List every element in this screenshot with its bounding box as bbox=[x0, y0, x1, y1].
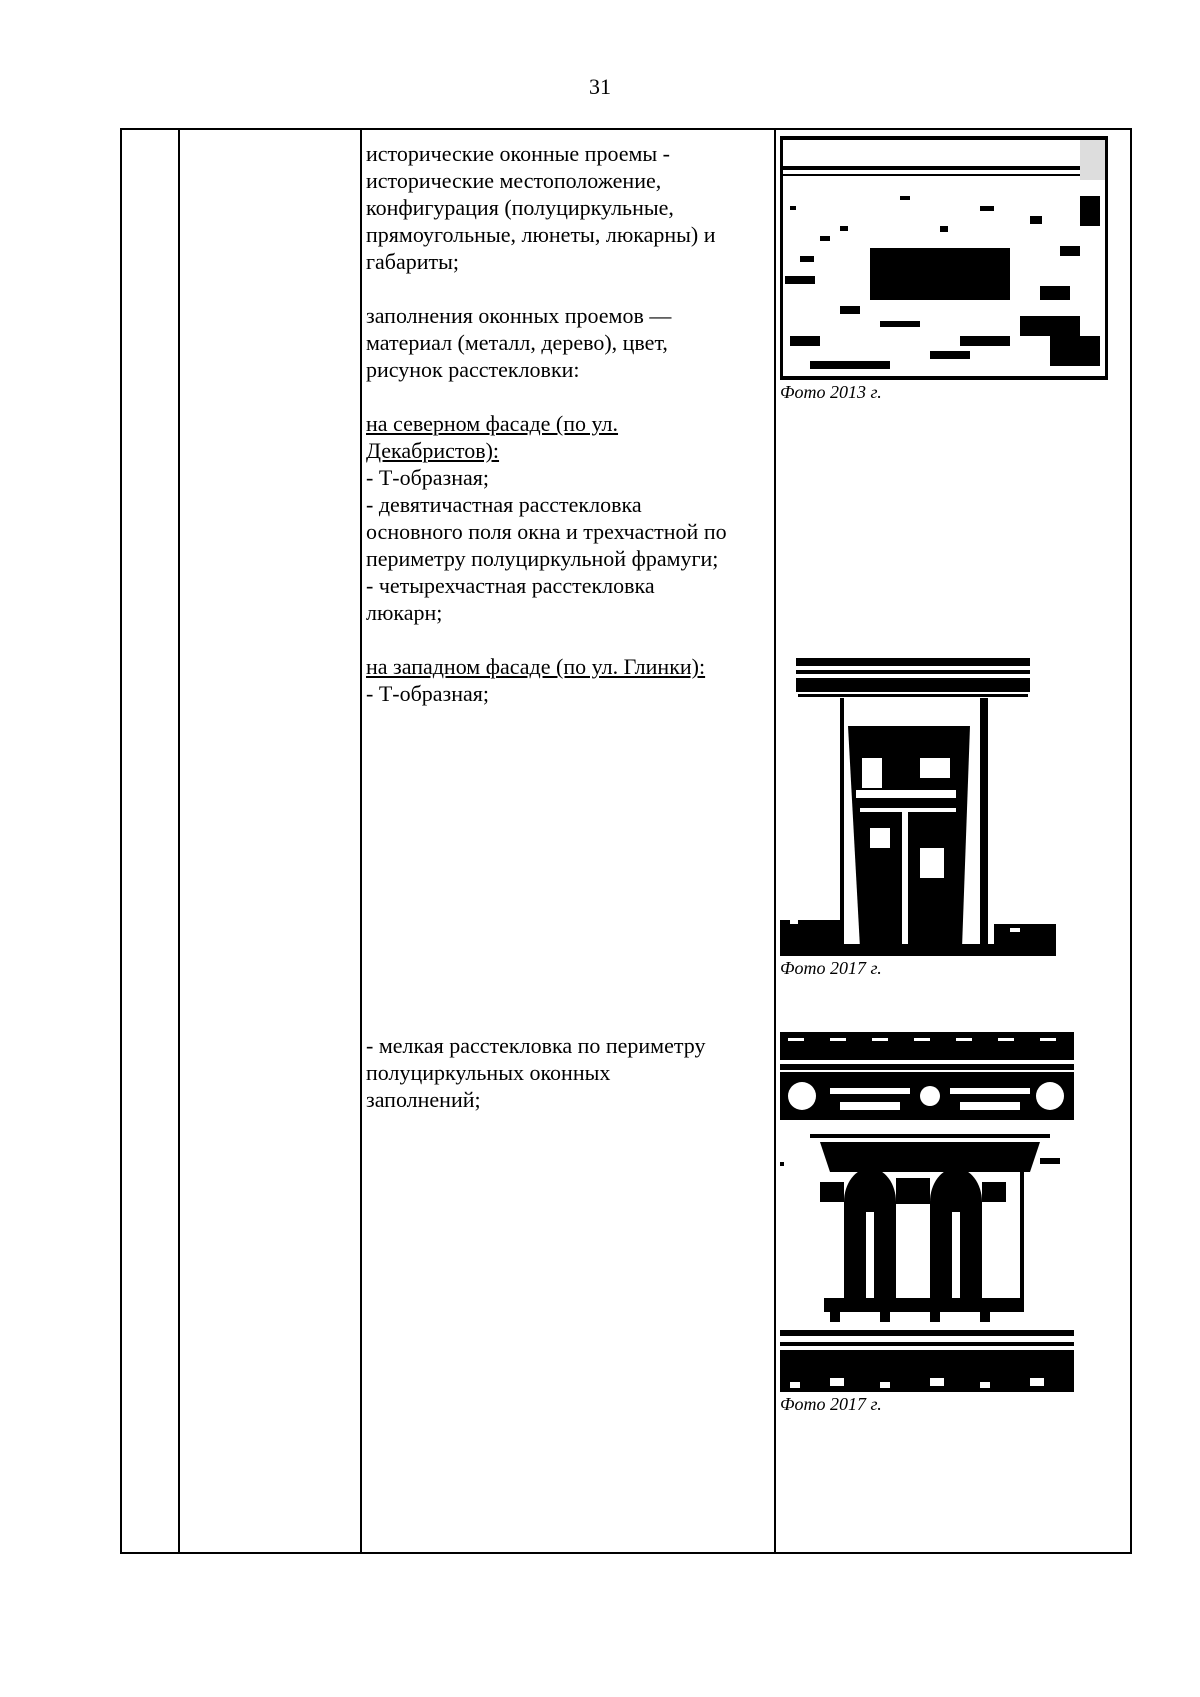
section-heading: Декабристов): bbox=[366, 438, 500, 463]
text-line: - Т-образная; bbox=[366, 681, 490, 706]
text-line: материал (металл, дерево), цвет, bbox=[366, 330, 668, 355]
section-heading: на западном фасаде (по ул. Глинки): bbox=[366, 654, 706, 679]
document-table bbox=[120, 128, 1132, 1554]
description-cell-lower bbox=[366, 1032, 766, 1113]
column-divider bbox=[178, 130, 180, 1552]
column-divider bbox=[360, 130, 362, 1552]
photo-arched-windows-image bbox=[780, 1032, 1074, 1392]
photo-caption: Фото 2013 г. bbox=[780, 382, 882, 402]
photo-1 bbox=[780, 136, 1108, 402]
text-line: - мелкая расстекловка по периметру bbox=[366, 1033, 706, 1058]
photo-3 bbox=[780, 1032, 1074, 1414]
text-line: полуциркульных оконных bbox=[366, 1060, 611, 1085]
text-line: основного поля окна и трехчастной по bbox=[366, 519, 727, 544]
text-line: прямоугольные, люнеты, люкарны) и bbox=[366, 222, 716, 247]
text-line: - четырехчастная расстекловка bbox=[366, 573, 655, 598]
column-divider bbox=[774, 130, 776, 1552]
text-line: исторические оконные проемы - bbox=[366, 141, 671, 166]
text-line: конфигурация (полуциркульные, bbox=[366, 195, 674, 220]
text-line: - Т-образная; bbox=[366, 465, 490, 490]
photo-caption: Фото 2017 г. bbox=[780, 958, 882, 978]
text-line: заполнений; bbox=[366, 1087, 481, 1112]
text-line: рисунок расстекловки: bbox=[366, 357, 580, 382]
page-number: 31 bbox=[589, 74, 611, 99]
section-heading: на северном фасаде (по ул. bbox=[366, 411, 619, 436]
photo-window-pediment-image bbox=[780, 658, 1056, 956]
text-line: - девятичастная расстекловка bbox=[366, 492, 642, 517]
description-cell bbox=[366, 140, 766, 707]
text-line: люкарн; bbox=[366, 600, 443, 625]
text-line: заполнения оконных проемов — bbox=[366, 303, 672, 328]
text-line: габариты; bbox=[366, 249, 460, 274]
text-line: периметру полуциркульной фрамуги; bbox=[366, 546, 719, 571]
photo-caption: Фото 2017 г. bbox=[780, 1394, 882, 1414]
text-line: исторические местоположение, bbox=[366, 168, 662, 193]
photo-basement-window-image bbox=[780, 136, 1108, 380]
photo-2 bbox=[780, 658, 1056, 978]
